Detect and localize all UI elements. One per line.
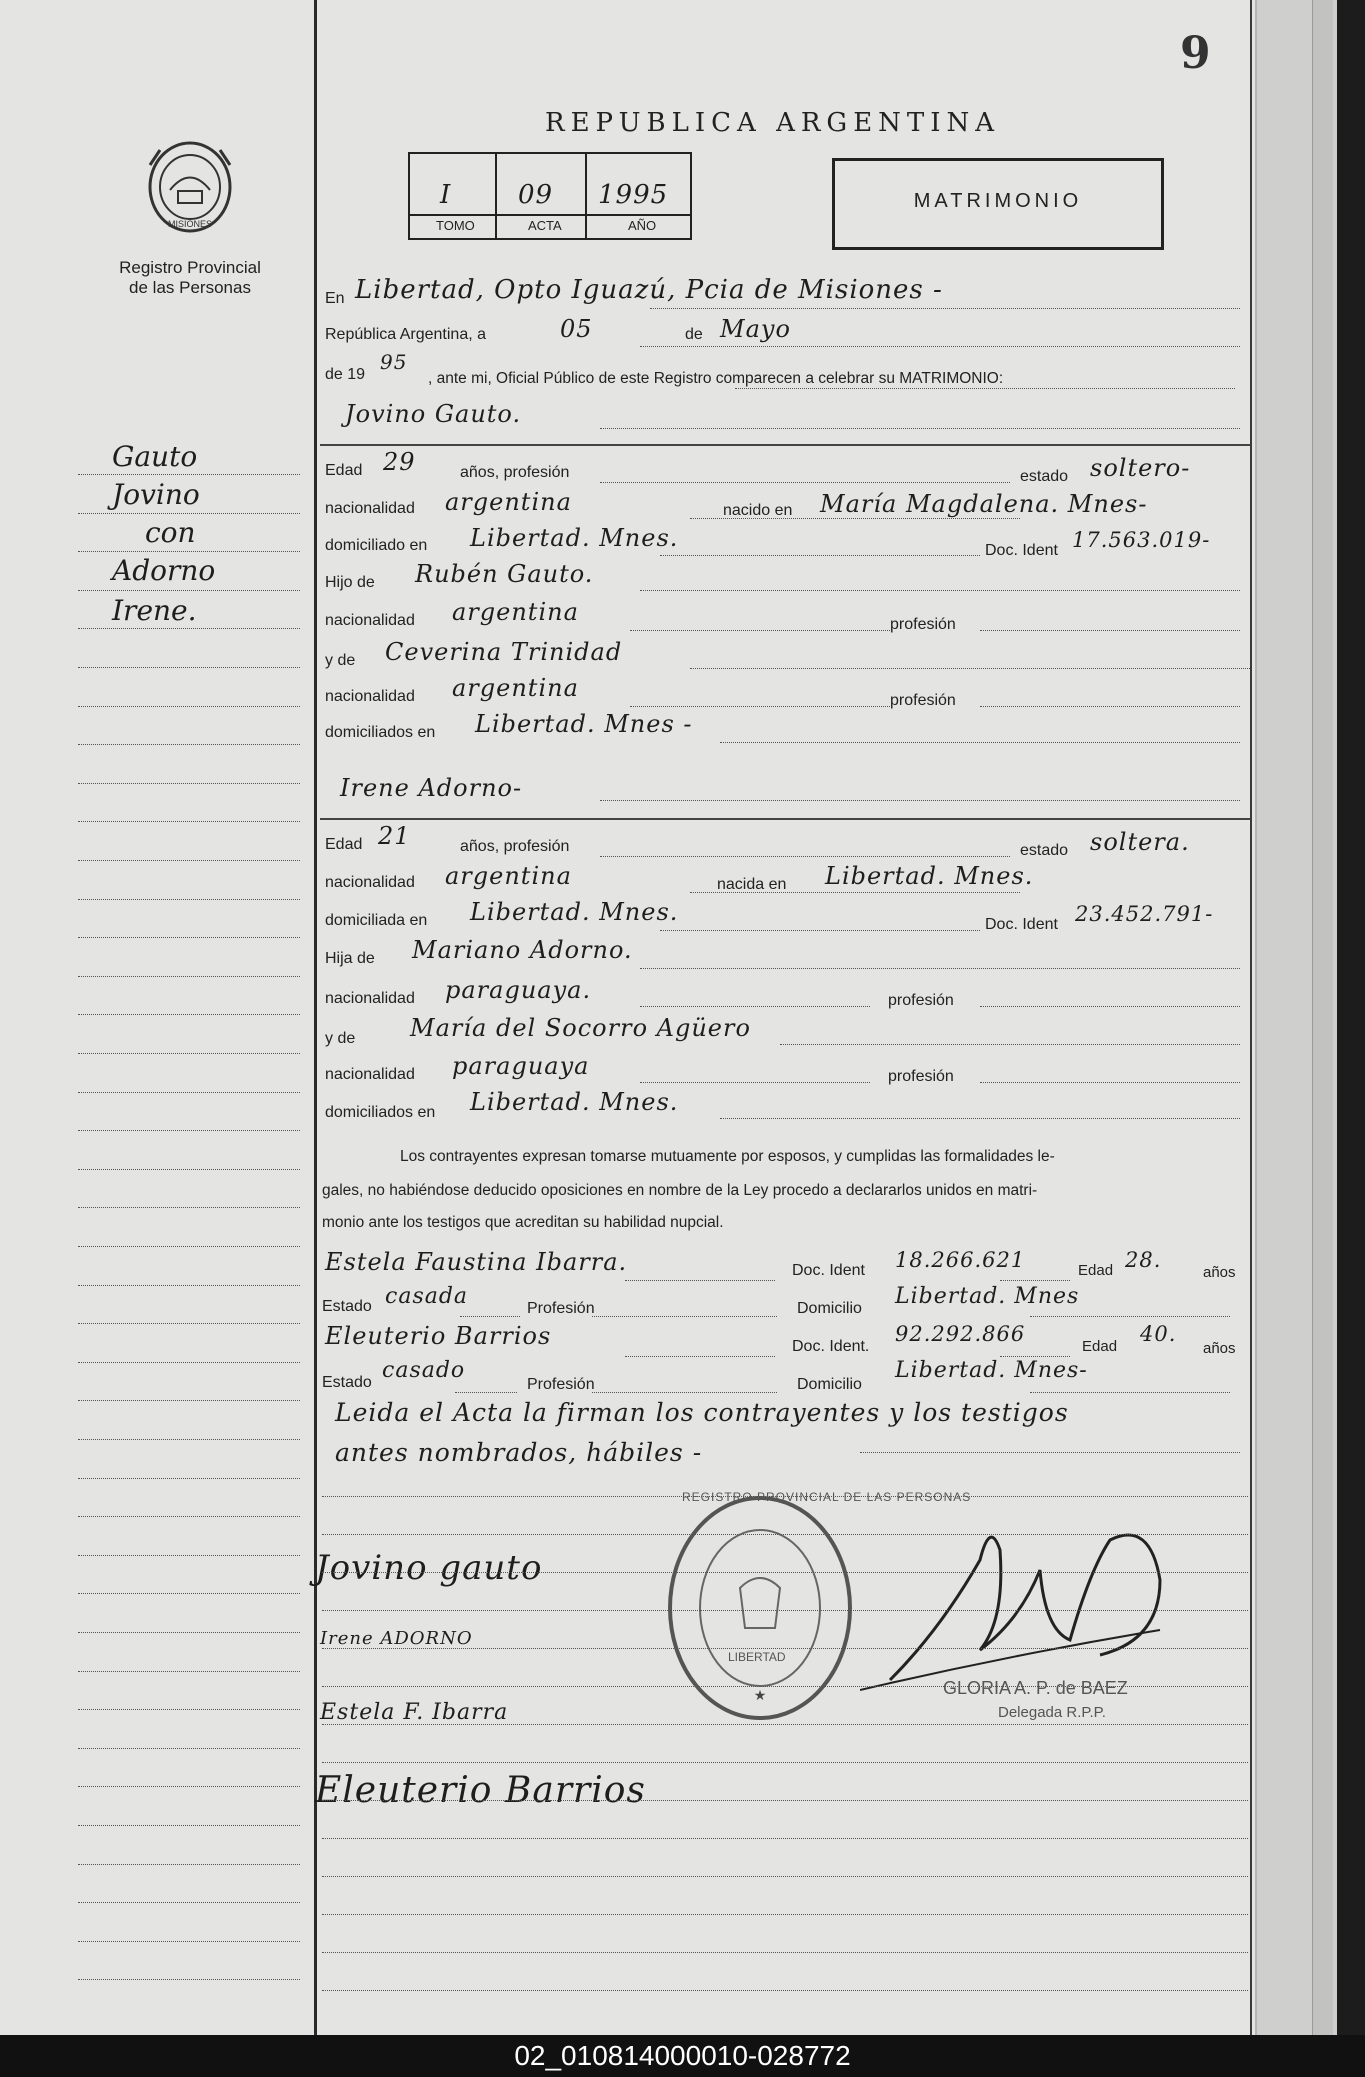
margin-ruled-line xyxy=(78,1902,300,1903)
witness2-anos-label: años xyxy=(1203,1340,1236,1357)
fill-line xyxy=(600,428,1240,429)
signature-ruled-line xyxy=(322,1572,1248,1573)
margin-ruled-line xyxy=(78,1709,300,1710)
bride-civil-state: soltera. xyxy=(1090,828,1190,856)
declaration-line-1: Los contrayentes expresan tomarse mutuamente por esposos, y cumplidas las formalidades le- xyxy=(400,1148,1055,1165)
groom-doc: 17.563.019- xyxy=(1072,528,1211,552)
bride-mother: María del Socorro Agüero xyxy=(410,1014,751,1042)
official-role: Delegada R.P.P. xyxy=(998,1704,1106,1721)
margin-rule xyxy=(314,0,317,2035)
margin-name-line-5: Irene. xyxy=(112,594,197,627)
witness2-state: casado xyxy=(382,1358,466,1383)
groom-civil-state: soltero- xyxy=(1090,454,1191,482)
signature-ruled-line xyxy=(322,1648,1248,1649)
margin-ruled-line xyxy=(78,1671,300,1672)
groom-name: Jovino Gauto. xyxy=(345,400,522,428)
witness1-anos-label: años xyxy=(1203,1264,1236,1281)
fill-line xyxy=(460,1316,520,1317)
intro-day: 05 xyxy=(560,315,593,343)
witness1-prof-label: Profesión xyxy=(527,1300,595,1317)
groom-nacido-label: nacido en xyxy=(723,502,793,519)
witness2-name: Eleuterio Barrios xyxy=(325,1322,552,1350)
bride-doc-label: Doc. Ident xyxy=(985,916,1058,933)
witness1-domicile: Libertad. Mnes xyxy=(895,1284,1080,1309)
margin-ruled-line xyxy=(78,1593,300,1594)
page-edge-shadow xyxy=(1312,0,1333,2035)
groom-mother-prof-label: profesión xyxy=(890,692,956,709)
acta-label: ACTA xyxy=(528,218,562,233)
page-number: 9 xyxy=(1180,28,1211,79)
fill-line xyxy=(600,800,1240,801)
witness2-age: 40. xyxy=(1140,1322,1177,1346)
margin-ruled-line xyxy=(78,1439,300,1440)
witness2-dom-label: Domicilio xyxy=(797,1376,862,1393)
margin-name-line-3: con xyxy=(145,516,196,549)
margin-name-line-2: Jovino xyxy=(112,478,200,511)
bride-parents-domicile-label: domiciliados en xyxy=(325,1104,436,1121)
fill-line xyxy=(640,590,1240,591)
margin-ruled-line xyxy=(78,1400,300,1401)
bride-domicile: Libertad. Mnes. xyxy=(470,898,679,926)
act-type: MATRIMONIO xyxy=(913,190,1083,212)
witness1-doc-label: Doc. Ident xyxy=(792,1262,865,1279)
bride-mother-nat-label: nacionalidad xyxy=(325,1066,415,1083)
fill-line xyxy=(592,1392,777,1393)
ano-label: AÑO xyxy=(628,218,657,233)
groom-nationality: argentina xyxy=(445,488,572,516)
witness1-name: Estela Faustina Ibarra. xyxy=(325,1248,628,1276)
groom-hijo-label: Hijo de xyxy=(325,574,375,591)
fill-line xyxy=(650,308,1240,309)
bride-mother-nat: paraguaya xyxy=(452,1052,590,1080)
signature-ruled-line xyxy=(322,1496,1248,1497)
fill-line xyxy=(1030,1392,1230,1393)
archive-code: 02_010814000010-028772 xyxy=(0,2035,1365,2077)
groom-father-nat: argentina xyxy=(452,598,579,626)
bride-estado-label: estado xyxy=(1020,842,1069,859)
declaration-line-3: monio ante los testigos que acreditan su habilidad nupcial. xyxy=(322,1214,724,1231)
fill-line xyxy=(625,1280,775,1281)
groom-mother: Ceverina Trinidad xyxy=(385,638,623,666)
signature-ruled-line xyxy=(322,1876,1248,1877)
fill-line xyxy=(660,555,980,556)
provincial-emblem-icon xyxy=(140,135,240,240)
bride-father-nat: paraguaya. xyxy=(445,976,592,1004)
signature-groom: Jovino gauto xyxy=(315,1548,543,1588)
groom-parents-domicile-label: domiciliados en xyxy=(325,724,436,741)
signature-ruled-line xyxy=(322,1724,1248,1725)
bride-nacida-label: nacida en xyxy=(717,876,787,893)
groom-age: 29 xyxy=(383,448,416,476)
fill-line xyxy=(720,742,1240,743)
fill-line xyxy=(640,1082,870,1083)
ano-value: 1995 xyxy=(598,180,669,210)
groom-doc-label: Doc. Ident xyxy=(985,542,1058,559)
margin-name-line-4: Adorno xyxy=(112,554,216,587)
margin-ruled-line xyxy=(78,1748,300,1749)
bride-nationality: argentina xyxy=(445,862,572,890)
signature-ruled-line xyxy=(322,1610,1248,1611)
margin-ruled-line xyxy=(78,744,300,745)
stamp-center-text: LIBERTAD xyxy=(728,1650,786,1664)
margin-name-line-1: Gauto xyxy=(112,440,198,473)
stamp-ring-text: REGISTRO PROVINCIAL DE LAS PERSONAS xyxy=(682,1490,972,1504)
year-prefix: de 19 xyxy=(325,366,366,383)
witness1-state: casada xyxy=(385,1284,469,1309)
bride-doc: 23.452.791- xyxy=(1075,902,1214,926)
margin-ruled-line xyxy=(78,1014,300,1015)
closing-line-2: antes nombrados, hábiles - xyxy=(335,1438,703,1467)
fill-line xyxy=(630,630,890,631)
official-signature-icon xyxy=(860,1480,1170,1710)
bride-anos-label: años, profesión xyxy=(460,838,570,855)
intro-year: 95 xyxy=(380,350,408,374)
groom-born-in: María Magdalena. Mnes- xyxy=(820,490,1148,518)
margin-ruled-line xyxy=(78,513,300,514)
signature-ruled-line xyxy=(322,1762,1248,1763)
groom-mother-nat: argentina xyxy=(452,674,579,702)
fill-line xyxy=(690,892,1020,893)
margin-ruled-line xyxy=(78,1130,300,1131)
witness1-edad-label: Edad xyxy=(1078,1262,1114,1279)
margin-ruled-line xyxy=(78,1246,300,1247)
fill-line xyxy=(625,1356,775,1357)
signature-ruled-line xyxy=(322,1952,1248,1953)
witness1-estado-label: Estado xyxy=(322,1298,372,1315)
margin-ruled-line xyxy=(78,821,300,822)
groom-father-prof-label: profesión xyxy=(890,616,956,633)
fill-line xyxy=(640,1006,870,1007)
groom-edad-label: Edad xyxy=(325,462,363,479)
declaration-line-2: gales, no habiéndose deducido oposiciones en nombre de la Ley procedo a declararlos unidos en matri- xyxy=(322,1182,1038,1199)
groom-nacionalidad-label: nacionalidad xyxy=(325,500,415,517)
margin-ruled-line xyxy=(78,706,300,707)
margin-ruled-line xyxy=(78,899,300,900)
fill-line xyxy=(600,482,1010,483)
margin-ruled-line xyxy=(78,1516,300,1517)
bride-name: Irene Adorno- xyxy=(340,774,523,802)
signature-bride: Irene ADORNO xyxy=(320,1628,473,1649)
margin-ruled-line xyxy=(78,1864,300,1865)
closing-line-1: Leida el Acta la firman los contrayentes y los testigos xyxy=(335,1398,1069,1427)
fill-line xyxy=(980,1082,1240,1083)
witness2-doc-label: Doc. Ident. xyxy=(792,1338,870,1355)
witness1-age: 28. xyxy=(1125,1248,1162,1272)
tomo-value: I xyxy=(440,180,452,210)
groom-parents-domicile: Libertad. Mnes - xyxy=(475,710,693,738)
margin-ruled-line xyxy=(78,1786,300,1787)
margin-ruled-line xyxy=(78,1285,300,1286)
groom-anos-label: años, profesión xyxy=(460,464,570,481)
margin-ruled-line xyxy=(78,1053,300,1054)
margin-ruled-line xyxy=(78,667,300,668)
margin-ruled-line xyxy=(78,1092,300,1093)
intro-clause: , ante mi, Oficial Público de este Registro comparecen a celebrar su MATRIMONIO: xyxy=(428,370,1004,387)
witness2-estado-label: Estado xyxy=(322,1374,372,1391)
witness2-doc: 92.292.866 xyxy=(895,1322,1026,1346)
bride-father: Mariano Adorno. xyxy=(412,936,633,964)
margin-ruled-line xyxy=(78,1323,300,1324)
signature-ruled-line xyxy=(322,1800,1248,1801)
bride-parents-domicile: Libertad. Mnes. xyxy=(470,1088,679,1116)
signature-witness2: Eleuterio Barrios xyxy=(315,1770,646,1811)
margin-ruled-line xyxy=(78,551,300,552)
groom-estado-label: estado xyxy=(1020,468,1069,485)
margin-ruled-line xyxy=(78,1632,300,1633)
tomo-label: TOMO xyxy=(436,218,475,233)
emblem-text: MISIONES xyxy=(167,219,213,229)
margin-ruled-line xyxy=(78,1169,300,1170)
margin-ruled-line xyxy=(78,1825,300,1826)
svg-text:★: ★ xyxy=(753,1687,767,1703)
bride-edad-label: Edad xyxy=(325,836,363,853)
fill-line xyxy=(980,706,1240,707)
fill-line xyxy=(600,856,1010,857)
official-stamp-icon xyxy=(660,1488,860,1728)
groom-domicile-label: domiciliado en xyxy=(325,537,428,554)
margin-ruled-line xyxy=(78,474,300,475)
groom-father: Rubén Gauto. xyxy=(415,560,594,588)
en-label: En xyxy=(325,290,345,307)
fill-line xyxy=(860,1452,1240,1453)
margin-ruled-line xyxy=(78,1362,300,1363)
official-name: GLORIA A. P. de BAEZ xyxy=(943,1678,1128,1698)
margin-ruled-line xyxy=(78,1979,300,1980)
groom-mother-nat-label: nacionalidad xyxy=(325,688,415,705)
fill-line xyxy=(1000,1356,1070,1357)
fill-line xyxy=(735,388,1235,389)
fill-line xyxy=(690,668,1250,669)
acta-value: 09 xyxy=(518,180,554,210)
margin-ruled-line xyxy=(78,860,300,861)
fill-line xyxy=(980,630,1240,631)
margin-ruled-line xyxy=(78,937,300,938)
republica-label: República Argentina, a xyxy=(325,326,486,343)
margin-ruled-line xyxy=(78,628,300,629)
fill-line xyxy=(640,968,1240,969)
margin-ruled-line xyxy=(78,1941,300,1942)
fill-line xyxy=(660,930,980,931)
margin-ruled-line xyxy=(78,590,300,591)
bride-domicile-label: domiciliada en xyxy=(325,912,428,929)
witness2-edad-label: Edad xyxy=(1082,1338,1118,1355)
fill-line xyxy=(690,518,1020,519)
signature-ruled-line xyxy=(322,1838,1248,1839)
fill-line xyxy=(592,1316,777,1317)
signature-ruled-line xyxy=(322,1534,1248,1535)
bride-yde-label: y de xyxy=(325,1030,356,1047)
fill-line xyxy=(1000,1280,1070,1281)
bride-father-prof-label: profesión xyxy=(888,992,954,1009)
witness1-dom-label: Domicilio xyxy=(797,1300,862,1317)
country-title: REPUBLICA ARGENTINA xyxy=(545,108,1001,138)
bride-mother-prof-label: profesión xyxy=(888,1068,954,1085)
fill-line xyxy=(720,1118,1240,1119)
fill-line xyxy=(980,1006,1240,1007)
signature-ruled-line xyxy=(322,1914,1248,1915)
signature-witness1: Estela F. Ibarra xyxy=(320,1700,509,1725)
bride-born-in: Libertad. Mnes. xyxy=(825,862,1034,890)
right-rule xyxy=(1250,0,1252,2035)
bride-hija-label: Hija de xyxy=(325,950,375,967)
witness2-domicile: Libertad. Mnes- xyxy=(895,1358,1088,1383)
margin-ruled-line xyxy=(78,1478,300,1479)
witness2-prof-label: Profesión xyxy=(527,1376,595,1393)
intro-place: Libertad, Opto Iguazú, Pcia de Misiones - xyxy=(355,275,943,305)
witness1-doc: 18.266.621 xyxy=(895,1248,1026,1272)
groom-father-nat-label: nacionalidad xyxy=(325,612,415,629)
bride-father-nat-label: nacionalidad xyxy=(325,990,415,1007)
de-label: de xyxy=(685,326,703,343)
groom-yde-label: y de xyxy=(325,652,356,669)
margin-ruled-line xyxy=(78,1207,300,1208)
bride-age: 21 xyxy=(378,822,411,850)
fill-line xyxy=(630,706,890,707)
fill-line xyxy=(1030,1316,1230,1317)
margin-ruled-line xyxy=(78,783,300,784)
fill-line xyxy=(640,346,1240,347)
intro-month: Mayo xyxy=(720,315,791,343)
signature-ruled-line xyxy=(322,1990,1248,1991)
fill-line xyxy=(780,1044,1240,1045)
groom-domicile: Libertad. Mnes. xyxy=(470,524,679,552)
fill-line xyxy=(455,1392,517,1393)
bride-nacionalidad-label: nacionalidad xyxy=(325,874,415,891)
registry-name: Registro Provincial de las Personas xyxy=(119,258,261,297)
margin-ruled-line xyxy=(78,1555,300,1556)
margin-ruled-line xyxy=(78,976,300,977)
signature-ruled-line xyxy=(322,1686,1248,1687)
